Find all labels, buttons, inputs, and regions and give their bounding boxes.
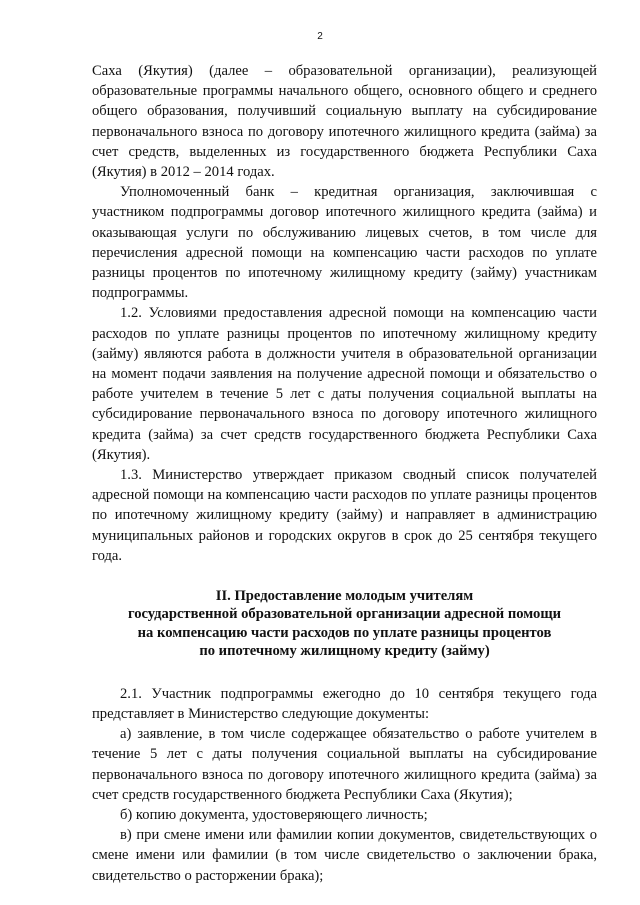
- list-item-b: б) копию документа, удостоверяющего личность;: [120, 806, 428, 823]
- document-body: [92, 61, 597, 886]
- section-heading: [92, 587, 597, 661]
- section-heading-line-3: на компенсацию части расходов по уплате разницы процентов: [137, 624, 552, 641]
- paragraph-continuation: Саха (Якутия) (далее – образовательной организации), реализующей образовательные программы начального общего, основного общего и среднего общего образования, получивший социальную выплату на субсидирование первоначального взноса по договору ипотечного жилищного кредита (займа) за счет средств, выделенных из государственного бюджета Республики Саха (Якутия) в 2012 – 2014 годах.: [92, 63, 597, 181]
- paragraph-1-3: 1.3. Министерство утверждает приказом сводный список получателей адресной помощи на компенсацию части расходов по уплате разницы процентов по ипотечному жилищному кредиту (займу) и направляет в администрацию муниципальных районов и городских округов в срок до 25 сентября текущего года.: [92, 467, 597, 564]
- section-heading-line-4: по ипотечному жилищному кредиту (займу): [199, 643, 490, 660]
- section-heading-line-2: государственной образовательной организации адресной помощи: [127, 606, 562, 623]
- page-number: 2: [317, 31, 323, 42]
- list-item-v: в) при смене имени или фамилии копии документов, свидетельствующих о смене имени или фамилии (в том числе свидетельство о заключении брака, свидетельство о расторжении брака);: [92, 827, 597, 884]
- paragraph-2-1: 2.1. Участник подпрограммы ежегодно до 10 сентября текущего года представляет в Министерство следующие документы:: [92, 685, 597, 722]
- list-item-a: а) заявление, в том числе содержащее обязательство о работе учителем в течение 5 лет с даты получения социальной выплаты на субсидирование первоначального взноса по договору ипотечного жилищного кредита (займа) за счет средств государственного бюджета Республики Саха (Якутия);: [92, 726, 597, 803]
- paragraph-authorized-bank: Уполномоченный банк – кредитная организация, заключившая с участником подпрограммы договор ипотечного жилищного кредита (займа) и оказывающая услуги по обслуживанию лицевых счетов, в том числе для перечисления адресной помощи на компенсацию части расходов по уплате разницы процентов по ипотечному жилищному кредиту (займу) участникам подпрограммы.: [92, 184, 597, 302]
- paragraph-1-2: 1.2. Условиями предоставления адресной помощи на компенсацию части расходов по уплате разницы процентов по ипотечному жилищному кредиту (займу) являются работа в должности учителя в образовательной организации на момент подачи заявления на получение адресной помощи и обязательство о работе учителем в течение 5 лет с даты получения социальной выплаты на субсидирование первоначального взноса по договору ипотечного жилищного кредита (займа) за счет средств государственного бюджета Республики Саха (Якутия).: [92, 305, 597, 463]
- section-heading-line-1: II. Предоставление молодым учителям: [215, 588, 474, 605]
